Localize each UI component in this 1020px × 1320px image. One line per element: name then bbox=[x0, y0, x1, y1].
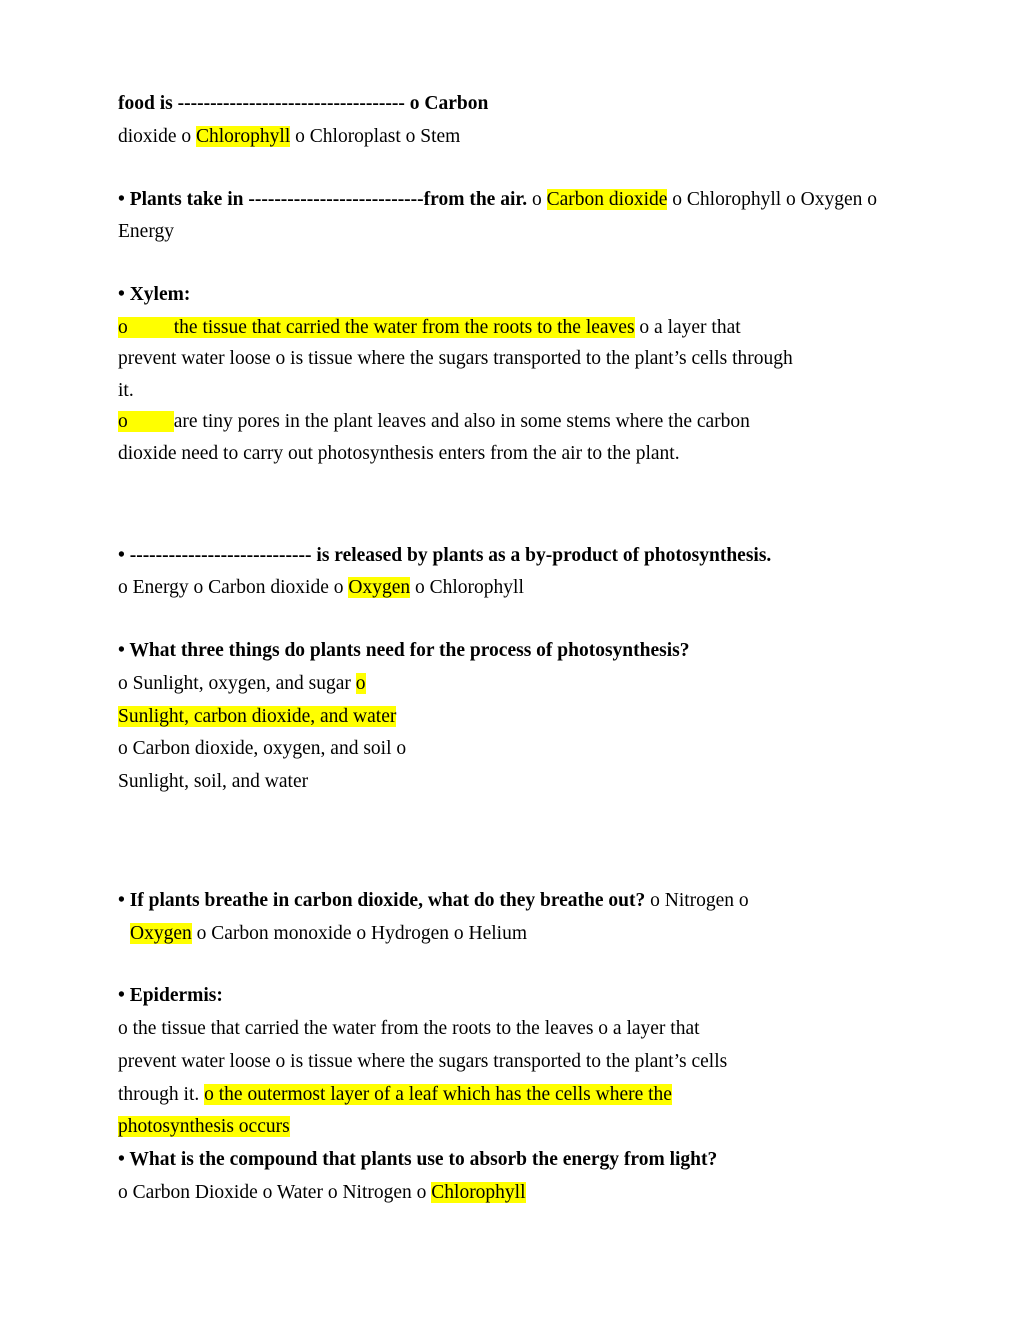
question-block-5 bbox=[118, 635, 902, 799]
question-block-2 bbox=[118, 184, 902, 250]
q8-options-pre: o Carbon Dioxide o Water o Nitrogen o bbox=[118, 1181, 432, 1203]
q3-option-b-marker bbox=[118, 411, 174, 432]
q5-line-3: o Carbon dioxide, oxygen, and soil o bbox=[118, 738, 407, 760]
spacer-3 bbox=[118, 470, 902, 540]
document-body bbox=[118, 88, 902, 1210]
q8-highlight-answer: Chlorophyll bbox=[431, 1181, 526, 1203]
spacer-5 bbox=[118, 799, 902, 869]
q7-heading-text: • Epidermis: bbox=[118, 985, 223, 1007]
q3-option-a bbox=[118, 312, 902, 344]
q3-option-b-line-2: dioxide need to carry out photosynthesis enters from the air to the plant. bbox=[118, 443, 680, 465]
q6-heading bbox=[118, 885, 902, 918]
spacer-6 bbox=[118, 950, 902, 980]
q1-line-2-lead: dioxide o bbox=[118, 125, 196, 147]
q3-line-3: it. bbox=[118, 379, 134, 401]
q4-highlight-answer: Oxygen bbox=[348, 577, 411, 599]
q6-line-2-tail: o Carbon monoxide o Hydrogen o Helium bbox=[191, 922, 527, 944]
q2-sep: o bbox=[527, 188, 547, 210]
q3-heading-text: • Xylem: bbox=[118, 284, 191, 305]
q3-option-a-marker bbox=[118, 317, 174, 338]
question-block-8 bbox=[118, 1144, 902, 1210]
q5-line-2 bbox=[118, 701, 902, 734]
q5-heading bbox=[118, 635, 902, 668]
q3-option-b bbox=[118, 406, 902, 438]
q5-line-1 bbox=[118, 668, 902, 701]
q4-options-pre: o Energy o Carbon dioxide o bbox=[118, 577, 349, 599]
q2-prompt: • Plants take in ---------------------------from the air. bbox=[118, 188, 528, 210]
q1-line-2-tail: o Chloroplast o Stem bbox=[290, 125, 461, 147]
question-block-6 bbox=[118, 885, 902, 951]
q4-heading-text: • ---------------------------- is released by plants as a by-product of photosynthesis. bbox=[118, 544, 772, 566]
q2-highlight-answer: Carbon dioxide bbox=[546, 188, 668, 210]
q3-option-a-marker-text: o bbox=[118, 316, 128, 338]
spacer-2 bbox=[118, 249, 902, 279]
spacer-1 bbox=[118, 154, 902, 184]
q2-line bbox=[118, 184, 902, 250]
q1-line-2 bbox=[118, 121, 902, 154]
q3-option-a-highlight: the tissue that carried the water from the roots to the leaves bbox=[173, 316, 635, 338]
question-block-1 bbox=[118, 88, 902, 154]
q7-highlight-answer-part-2: photosynthesis occurs bbox=[118, 1116, 290, 1138]
q3-option-a-tail: o a layer that bbox=[634, 316, 741, 338]
q7-heading bbox=[118, 980, 902, 1013]
q3-option-b-text: are tiny pores in the plant leaves and also in some stems where the carbon bbox=[173, 411, 750, 433]
q2-options-tail: o Chlorophyll o Oxygen o Energy bbox=[118, 188, 878, 243]
q5-heading-text: • What three things do plants need for the process of photosynthesis? bbox=[118, 640, 690, 662]
question-block-3 bbox=[118, 279, 902, 470]
q3-option-b-marker-text: o bbox=[118, 411, 128, 433]
q3-line-2: prevent water loose o is tissue where the sugars transported to the plant’s cells through bbox=[118, 348, 793, 370]
q1-highlight-answer: Chlorophyll bbox=[196, 125, 291, 147]
q5-line-4: Sunlight, soil, and water bbox=[118, 771, 309, 793]
question-block-7 bbox=[118, 980, 902, 1144]
question-block-4 bbox=[118, 540, 902, 606]
q1-line-1-text: food is ----------------------------------- o Carbon bbox=[118, 93, 489, 114]
q7-line-4 bbox=[118, 1111, 902, 1144]
q6-heading-text: • If plants breathe in carbon dioxide, what do they breathe out? bbox=[118, 889, 646, 911]
q6-line-2 bbox=[118, 918, 902, 951]
q7-line-3 bbox=[118, 1079, 902, 1112]
q8-heading bbox=[118, 1144, 902, 1177]
spacer-5b bbox=[118, 869, 902, 885]
q4-options-post: o Chlorophyll bbox=[410, 577, 524, 599]
q1-line-1 bbox=[118, 88, 902, 121]
q8-options bbox=[118, 1177, 902, 1210]
q8-heading-text: • What is the compound that plants use to absorb the energy from light? bbox=[118, 1149, 718, 1171]
q7-line-1: o the tissue that carried the water from the roots to the leaves o a layer that bbox=[118, 1018, 700, 1040]
q4-heading bbox=[118, 540, 902, 573]
q5-highlight-answer: Sunlight, carbon dioxide, and water bbox=[118, 705, 397, 727]
q6-highlight-answer: Oxygen bbox=[130, 922, 192, 944]
q7-line-3-pre: through it. bbox=[118, 1083, 205, 1105]
q7-line-2: prevent water loose o is tissue where the sugars transported to the plant’s cells bbox=[118, 1050, 728, 1072]
q3-heading bbox=[118, 279, 902, 312]
q7-highlight-answer-part-1: o the outermost layer of a leaf which has the cells where the bbox=[204, 1083, 672, 1105]
q5-line-1-pre: o Sunlight, oxygen, and sugar bbox=[118, 672, 356, 694]
q6-heading-tail: o Nitrogen o bbox=[645, 889, 749, 911]
q5-line-1-marker: o bbox=[355, 672, 366, 694]
spacer-4 bbox=[118, 605, 902, 635]
q4-options bbox=[118, 572, 902, 605]
